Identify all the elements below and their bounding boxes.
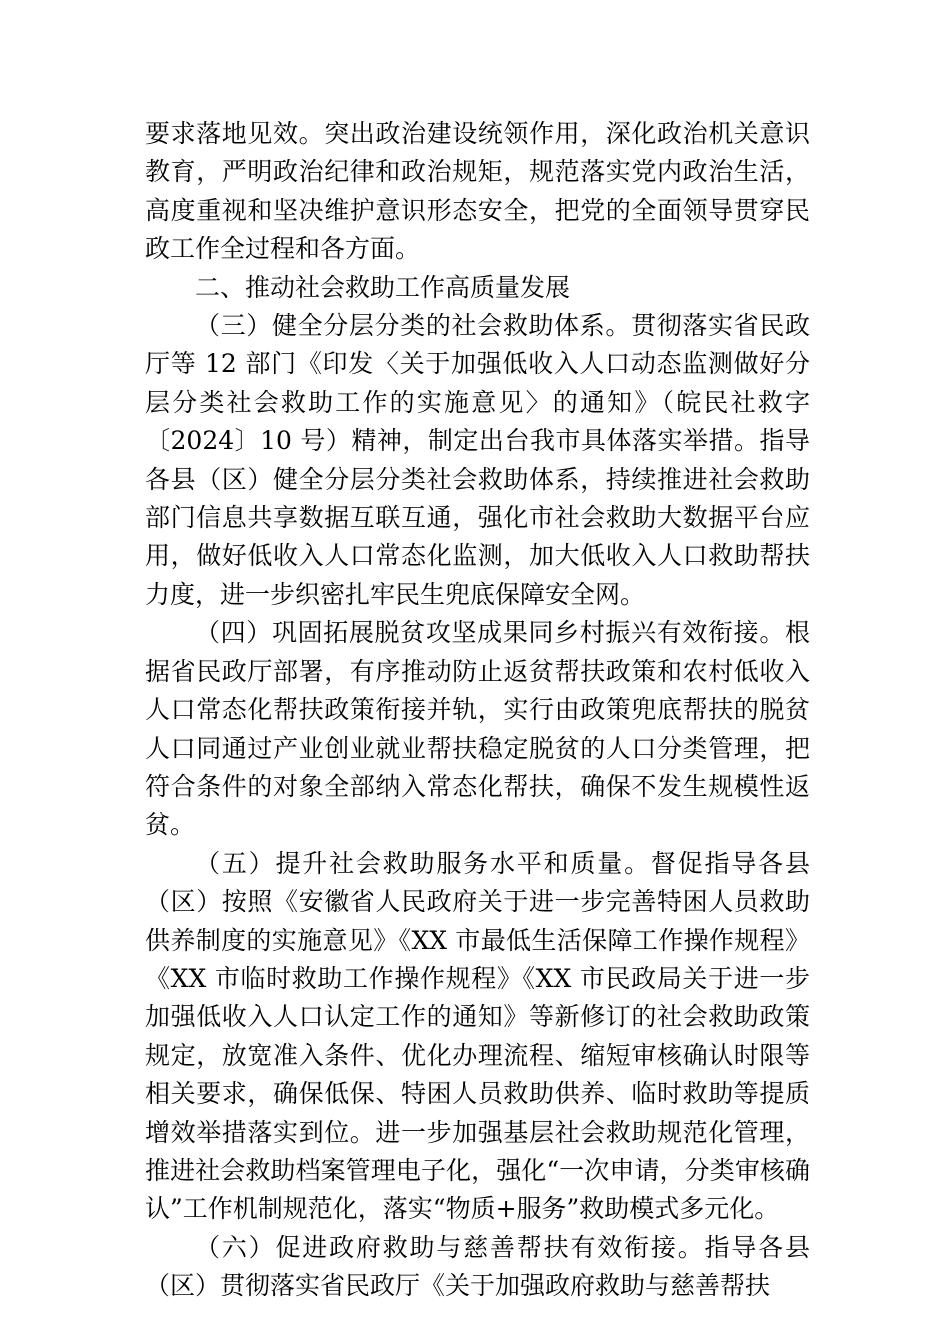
section-heading: 二、推动社会救助工作高质量发展	[195, 272, 571, 302]
paragraph-item-5: （五）提升社会救助服务水平和质量。督促指导各县（区）按照《安徽省人民政府关于进一步完善特困人员救助供养制度的实施意见》《XX 市最低生活保障工作操作规程》《XX 市临时救助工作操作规程》《XX 市民政局关于进一步加强低收入人口认定工作的通知》等新修订的社会救助政策规定，放宽准入条件、优化办理流程、缩短审核确认时限等相关要求，确保低保、特困人员救助供养、临时救助等提质增效举措落实到位。进一步加强基层社会救助规范化管理，推进社会救助档案管理电子化，强化“一次申请，分类审核确认”工作机制规范化，落实“物质+服务”救助模式多元化。	[145, 848, 810, 1224]
paragraph-item-4: （四）巩固拓展脱贫攻坚成果同乡村振兴有效衔接。根据省民政厅部署，有序推动防止返贫帮扶政策和农村低收入人口常态化帮扶政策衔接并轨，实行由政策兜底帮扶的脱贫人口同通过产业创业就业帮扶稳定脱贫的人口分类管理，把符合条件的对象全部纳入常态化帮扶，确保不发生规模性返贫。	[145, 618, 810, 840]
paragraph-continuation: 要求落地见效。突出政治建设统领作用，深化政治机关意识教育，严明政治纪律和政治规矩，规范落实党内政治生活，高度重视和坚决维护意识形态安全，把党的全面领导贯穿民政工作全过程和各方面。	[145, 119, 810, 264]
paragraph-item-6: （六）促进政府救助与慈善帮扶有效衔接。指导各县（区）贯彻落实省民政厅《关于加强政府救助与慈善帮扶	[145, 1232, 810, 1301]
document-body	[145, 115, 810, 1306]
paragraph-item-3: （三）健全分层分类的社会救助体系。贯彻落实省民政厅等 12 部门《印发〈关于加强低收入人口动态监测做好分层分类社会救助工作的实施意见〉的通知》（皖民社救字〔2024〕10 号）精神，制定出台我市具体落实举措。指导各县（区）健全分层分类社会救助体系，持续推进社会救助部门信息共享数据互联互通，强化市社会救助大数据平台应用，做好低收入人口常态化监测，加大低收入人口救助帮扶力度，进一步织密扎牢民生兜底保障安全网。	[145, 311, 810, 609]
